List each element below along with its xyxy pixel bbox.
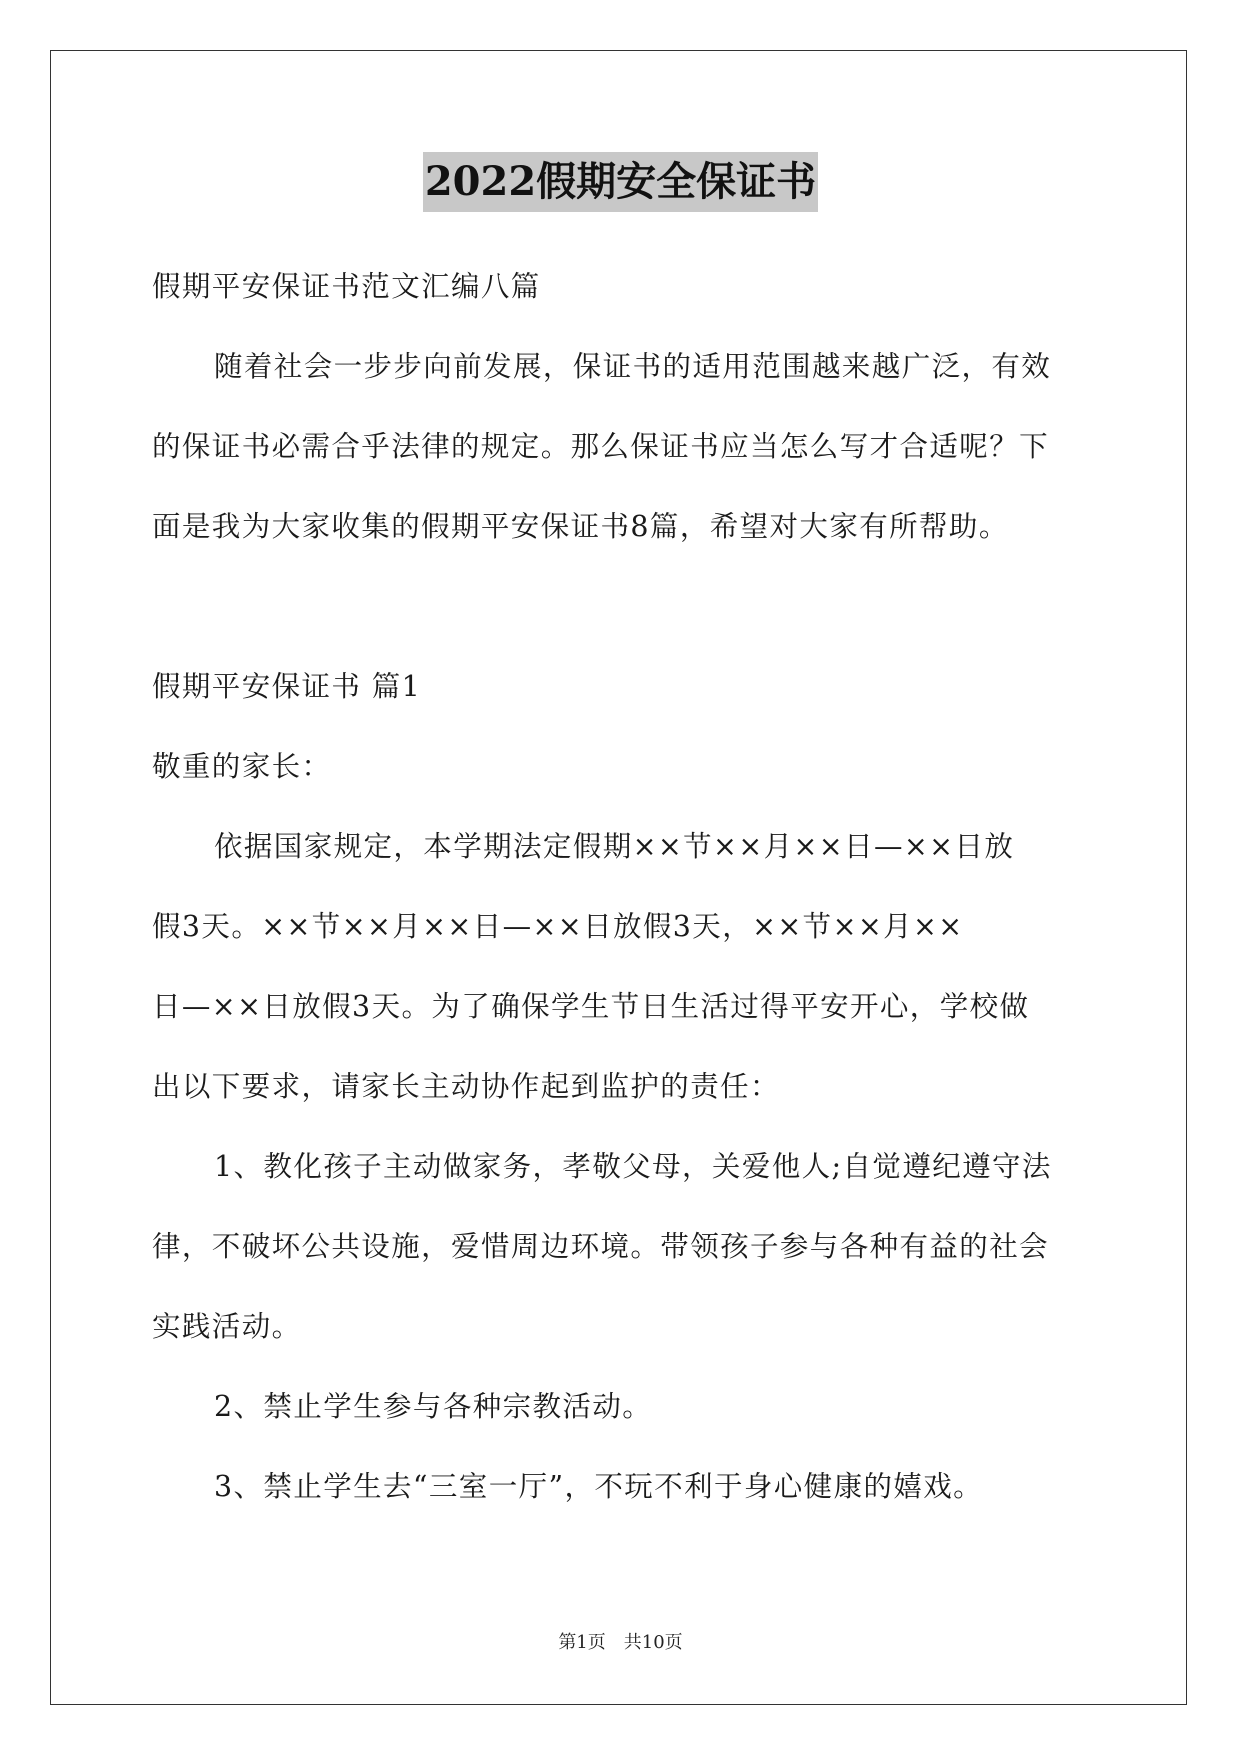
paragraph-line: 日—××日放假3天。为了确保学生节日生活过得平安开心，学校做	[152, 990, 1030, 1023]
title-container	[0, 152, 1241, 212]
paragraph-line: 依据国家规定，本学期法定假期××节××月××日—××日放	[214, 830, 1015, 863]
list-item-line: 3、禁止学生去“三室一厅”，不玩不利于身心健康的嬉戏。	[214, 1470, 984, 1503]
paragraph-line: 面是我为大家收集的假期平安保证书8篇，希望对大家有所帮助。	[152, 510, 1009, 543]
list-item-line: 1、教化孩子主动做家务，孝敬父母，关爱他人;自觉遵纪遵守法	[214, 1150, 1052, 1183]
paragraph-line: 出以下要求，请家长主动协作起到监护的责任：	[152, 1070, 780, 1103]
list-item-line: 实践活动。	[152, 1310, 302, 1343]
section-heading: 假期平安保证书 篇1	[152, 670, 422, 703]
list-item-line: 律，不破坏公共设施，爱惜周边环境。带领孩子参与各种有益的社会	[152, 1230, 1050, 1263]
paragraph-line: 随着社会一步步向前发展，保证书的适用范围越来越广泛，有效	[214, 350, 1052, 383]
paragraph-line: 的保证书必需合乎法律的规定。那么保证书应当怎么写才合适呢？下	[152, 430, 1050, 463]
document-body	[152, 262, 1088, 1542]
page-footer: 第1页 共10页	[558, 1632, 683, 1653]
document-title: 2022假期安全保证书	[423, 152, 818, 212]
subtitle-line: 假期平安保证书范文汇编八篇	[152, 270, 541, 303]
blank-line	[152, 582, 1088, 662]
salutation: 敬重的家长：	[152, 750, 332, 783]
paragraph-line: 假3天。××节××月××日—××日放假3天，××节××月××	[152, 910, 964, 943]
list-item-line: 2、禁止学生参与各种宗教活动。	[214, 1390, 653, 1423]
